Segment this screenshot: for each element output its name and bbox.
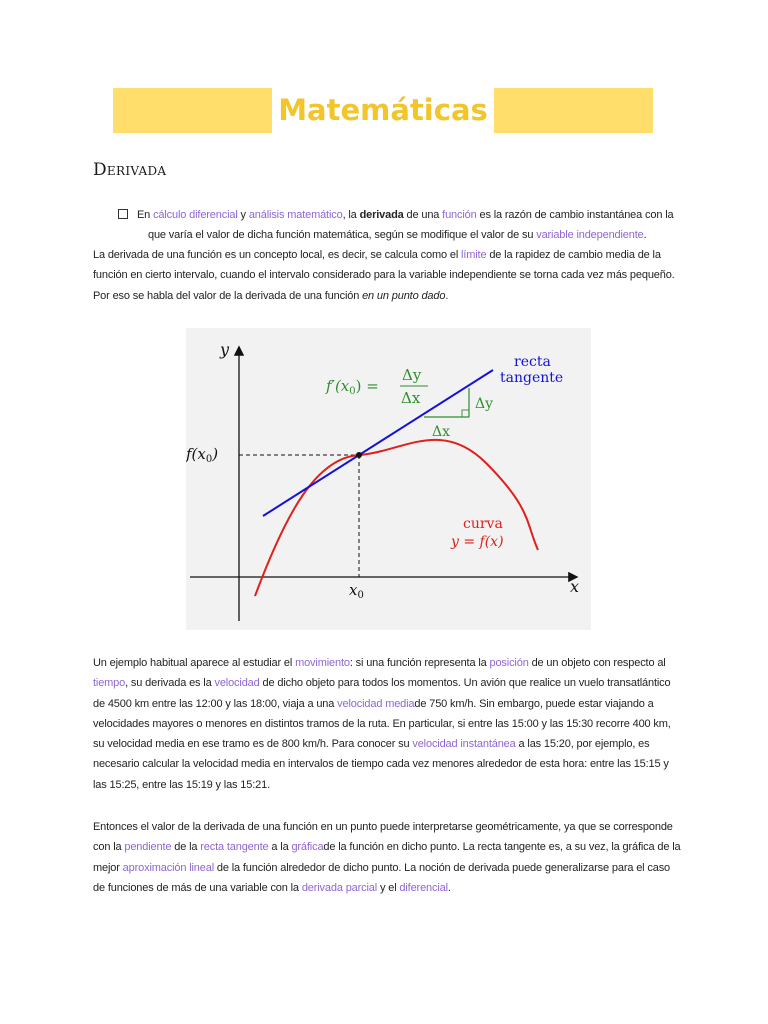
text-fragment: , la: [342, 209, 360, 221]
delta-x-label: Δx: [432, 424, 451, 440]
text-fragment: de la rapidez de cambio media de la función en cierto intervalo, cuando el intervalo considerado para la variable independiente se torna cada vez más pequeño. Por eso se habla del valor de la derivada de una función: [93, 249, 675, 302]
page-title: Matemáticas: [272, 88, 494, 133]
curve-label-line2: y = f(x): [451, 534, 504, 550]
text-fragment: y el: [377, 881, 400, 894]
section-heading: Derivada: [93, 160, 167, 180]
tangent-label-line1: recta: [514, 354, 551, 370]
tangent-label-line2: tangente: [500, 370, 564, 386]
link-velocidad-instantanea[interactable]: velocidad instantánea: [412, 738, 516, 751]
text-fragment: : si una función representa la: [349, 657, 490, 669]
paragraph-example: [93, 653, 683, 795]
derivative-figure: [186, 328, 591, 630]
link-velocidad-media[interactable]: velocidad media: [337, 697, 415, 710]
text-fragment: de 750 km/h. Sin embargo, puede estar viajando a velocidades mayores o menores en distintos tramos de la ruta. En particular, si entre las 15:00 y las 15:30 recorre 400 km, su velocidad media en ese tramo es de 800 km/h. Para conocer su: [93, 697, 671, 751]
text-fragment: Entonces el valor de la derivada de una función en un punto puede interpretarse geométricamente, ya que se corresponde con la: [93, 821, 673, 854]
text-fragment: que varía el valor de dicha función matemática, según se modifique el valor de su: [148, 229, 537, 242]
text-fragment: a la: [268, 841, 292, 854]
text-fragment: es la razón de cambio instantánea con la: [476, 209, 674, 221]
text-fragment: de la función alrededor de dicho punto. La noción de derivada puede generalizarse para el caso de funciones de más de una variable con la: [93, 861, 671, 894]
curve-label-line1: curva: [463, 516, 503, 532]
y-axis-label: y: [220, 340, 230, 359]
paragraph-geometric: [93, 817, 683, 898]
derivative-diagram: [186, 328, 591, 630]
link-calculo-diferencial[interactable]: cálculo diferencial: [153, 209, 238, 221]
text-fragment: de la: [171, 841, 201, 854]
link-derivada-parcial[interactable]: derivada parcial: [301, 881, 378, 894]
text-fragment: de un objeto con respecto al: [528, 657, 666, 669]
text-fragment: de la función en dicho punto. La recta tangente es, a su vez, la gráfica de la mejor: [93, 841, 681, 874]
link-funcion[interactable]: función: [442, 209, 477, 221]
link-grafica[interactable]: gráfica: [291, 841, 324, 854]
link-aproximacion-lineal[interactable]: aproximación lineal: [122, 861, 214, 874]
link-movimiento[interactable]: movimiento: [295, 657, 350, 669]
title-banner: [113, 88, 653, 133]
text-fragment: y: [237, 209, 249, 221]
link-tiempo[interactable]: tiempo: [93, 677, 126, 690]
x0-label: $x_0$: [349, 581, 364, 601]
emphasis-text: en un punto dado: [362, 289, 446, 302]
link-analisis-matematico[interactable]: análisis matemático: [248, 209, 343, 221]
delta-y-label: Δy: [475, 396, 494, 412]
text-fragment: de una: [403, 209, 443, 221]
text-fragment: .: [447, 881, 451, 894]
link-posicion[interactable]: posición: [489, 657, 529, 669]
link-pendiente[interactable]: pendiente: [124, 841, 172, 854]
text-fragment: Un ejemplo habitual aparece al estudiar el: [93, 657, 296, 669]
text-fragment: .: [643, 229, 647, 242]
x-axis-label: x: [570, 577, 580, 596]
fx0-label: $f(x_0)$: [186, 445, 219, 465]
checkbox-icon[interactable]: [118, 209, 128, 219]
derivative-lhs: $f'(x_0)$ =: [326, 377, 379, 397]
bullet-item: [118, 205, 678, 246]
text-fragment: , su derivada es la: [125, 677, 215, 690]
text-fragment: de dicho objeto para todos los momentos. Un avión que realice un vuelo transatlántico de 4500 km entre las 12:00 y las 18:00, viaja a una: [93, 677, 671, 710]
bold-term: derivada: [359, 209, 404, 221]
text-fragment: En: [137, 209, 154, 221]
derivative-numerator: Δy: [402, 366, 422, 384]
link-recta-tangente[interactable]: recta tangente: [200, 841, 269, 854]
text-fragment: a las 15:20, por ejemplo, es necesario calcular la velocidad media en intervalos de tiempo cada vez menores alrededor de esta hora: entre las 15:15 y las 15:25, entre las 15:19 y las 15:21.: [93, 738, 669, 791]
text-fragment: .: [445, 289, 449, 302]
text-fragment: La derivada de una función es un concepto local, es decir, se calcula como el: [93, 249, 462, 261]
link-velocidad[interactable]: velocidad: [214, 677, 260, 690]
link-limite[interactable]: límite: [461, 249, 487, 261]
derivative-denominator: Δx: [401, 389, 421, 407]
tangent-point: [356, 452, 362, 458]
paragraph-definition: [93, 245, 683, 306]
link-diferencial[interactable]: diferencial: [399, 881, 448, 894]
link-variable-independiente[interactable]: variable independiente: [536, 229, 644, 242]
right-angle-mark: [462, 410, 469, 417]
